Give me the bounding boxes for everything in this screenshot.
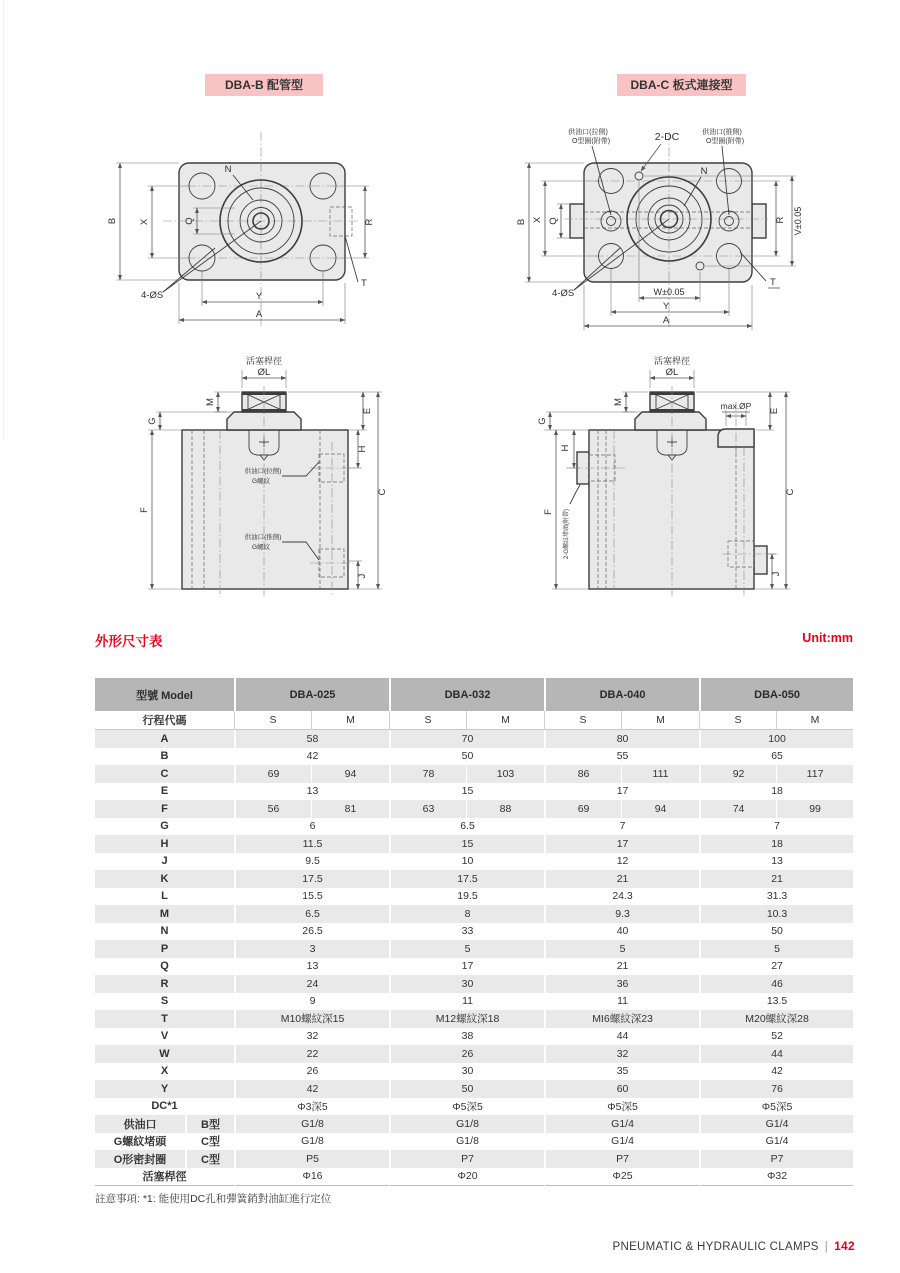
value-cell: 69	[234, 765, 311, 783]
label-oil-port-push: 供油口(推側)	[244, 534, 282, 541]
badge-dba-c: DBA-C 板式連接型	[617, 74, 746, 96]
value-cell: 80	[544, 730, 699, 748]
dimension-table-wrap	[95, 678, 853, 1186]
dimension-table	[95, 678, 853, 1186]
value-cell: 117	[776, 765, 853, 783]
row-label: V	[160, 1030, 169, 1043]
unit-label: Unit:mm	[802, 631, 853, 645]
value-cell: G1/8	[234, 1133, 389, 1151]
value-cell: 103	[466, 765, 544, 783]
value-cell: 94	[621, 800, 699, 818]
table-row	[95, 765, 853, 783]
value-cell: 26	[234, 1063, 389, 1081]
value-cell: 58	[234, 730, 389, 748]
body-plate	[564, 132, 768, 328]
table-row	[95, 835, 853, 853]
value-cell: 32	[544, 1045, 699, 1063]
table-row	[95, 783, 853, 801]
dim-label-E: E	[362, 407, 373, 415]
value-cell: 5	[544, 940, 699, 958]
value-cell: 5	[699, 940, 853, 958]
model-column-header: DBA-050	[699, 678, 853, 711]
cylinder-body	[570, 386, 780, 599]
value-cell: 65	[699, 748, 853, 766]
value-cell: 12	[544, 853, 699, 871]
value-cell: 44	[699, 1045, 853, 1063]
dim-label-G: G	[147, 417, 158, 425]
value-cell: 5	[389, 940, 544, 958]
value-cell: 94	[311, 765, 389, 783]
value-cell: G1/4	[699, 1133, 853, 1151]
value-cell: 36	[544, 975, 699, 993]
value-cell: G1/8	[234, 1115, 389, 1133]
table-row	[95, 748, 853, 766]
value-cell: Φ3深5	[234, 1098, 389, 1116]
dim-label-M: M	[205, 398, 216, 406]
dim-label-B: B	[516, 218, 527, 226]
dim-label-L: ØL	[257, 367, 271, 378]
value-cell: 30	[389, 975, 544, 993]
dim-label-X: X	[532, 216, 543, 224]
value-cell: 42	[234, 1080, 389, 1098]
value-cell: 26.5	[234, 923, 389, 941]
value-cell: M12螺紋深18	[389, 1010, 544, 1028]
row-label: J	[161, 855, 168, 868]
value-cell: 19.5	[389, 888, 544, 906]
table-row	[95, 730, 853, 748]
label-g-thread-push: G螺紋	[251, 544, 271, 551]
value-cell: 26	[389, 1045, 544, 1063]
value-cell: 13.5	[699, 993, 853, 1011]
value-cell: 50	[389, 748, 544, 766]
dim-label-F: F	[543, 509, 554, 515]
value-cell: M20螺紋深28	[699, 1010, 853, 1028]
value-cell: 69	[544, 800, 621, 818]
value-cell: 55	[544, 748, 699, 766]
value-cell: 9	[234, 993, 389, 1011]
label-rod-dia: 活塞桿徑	[653, 356, 691, 366]
dim-label-N: N	[700, 166, 708, 177]
value-cell: 8	[389, 905, 544, 923]
table-row	[95, 1115, 853, 1133]
value-cell: 6	[234, 818, 389, 836]
value-cell: 17	[389, 958, 544, 976]
table-row	[95, 800, 853, 818]
value-cell: 21	[544, 870, 699, 888]
value-cell: 52	[699, 1028, 853, 1046]
dim-label-C: C	[377, 488, 388, 496]
table-row	[95, 1080, 853, 1098]
value-cell: G1/4	[699, 1115, 853, 1133]
table-row	[95, 940, 853, 958]
dim-label-E: E	[769, 407, 780, 415]
table-row	[95, 853, 853, 871]
badge-dba-b: DBA-B 配管型	[205, 74, 323, 96]
value-cell: 6.5	[234, 905, 389, 923]
value-cell: Φ32	[699, 1168, 853, 1187]
table-header-row	[95, 678, 853, 711]
value-cell: 15	[389, 783, 544, 801]
value-cell: 9.3	[544, 905, 699, 923]
table-row	[95, 1010, 853, 1028]
dim-label-T: T	[770, 277, 776, 288]
row-label: C	[95, 765, 234, 783]
dim-label-maxp: max.ØP	[720, 401, 752, 411]
value-cell: 21	[544, 958, 699, 976]
value-cell: G1/4	[544, 1133, 699, 1151]
note-text: 註意事項: *1: 能使用DC孔和彈簧銷對油缸進行定位	[95, 1193, 332, 1205]
value-cell: Φ5深5	[389, 1098, 544, 1116]
value-cell: 78	[389, 765, 466, 783]
value-cell: 6.5	[389, 818, 544, 836]
dim-label-V: V±0.05	[793, 206, 803, 236]
row-label: W	[95, 1045, 234, 1063]
row-label: R	[95, 975, 234, 993]
value-cell: Φ5深5	[544, 1098, 699, 1116]
stroke-code-cell: M	[621, 711, 699, 730]
dim-label-Y: Y	[662, 301, 670, 312]
stroke-code-cell: S	[699, 711, 776, 730]
value-cell: 13	[234, 783, 389, 801]
section-title: 外形尺寸表	[95, 634, 163, 649]
value-cell: 50	[389, 1080, 544, 1098]
value-cell: G1/4	[544, 1115, 699, 1133]
value-cell: 42	[234, 748, 389, 766]
value-cell: 86	[544, 765, 621, 783]
table-row	[95, 993, 853, 1011]
label-g-thread-pull: G螺紋	[251, 478, 271, 485]
label-rod-dia: 活塞桿徑	[245, 356, 283, 366]
value-cell: 44	[544, 1028, 699, 1046]
value-cell: 63	[389, 800, 466, 818]
row-label: B	[160, 750, 169, 763]
table-row	[95, 1098, 853, 1116]
value-cell: 22	[234, 1045, 389, 1063]
value-cell: 10.3	[699, 905, 853, 923]
dim-label-A: A	[255, 309, 263, 320]
value-cell: 13	[234, 958, 389, 976]
row-label: H	[95, 835, 234, 853]
drawing-dba-c-front-view	[500, 120, 895, 352]
value-cell: 27	[699, 958, 853, 976]
row-label: Q	[160, 960, 169, 973]
dim-label-F: F	[139, 507, 150, 513]
model-column-header: DBA-040	[544, 678, 699, 711]
value-cell: M10螺紋深15	[234, 1010, 389, 1028]
value-cell: P7	[389, 1150, 544, 1168]
stroke-code-cell: M	[776, 711, 853, 730]
value-cell: 17	[544, 783, 699, 801]
value-cell: 11.5	[234, 835, 389, 853]
value-cell: Φ25	[544, 1168, 699, 1187]
dim-label-G: G	[537, 417, 548, 425]
value-cell: P7	[699, 1150, 853, 1168]
value-cell: 24	[234, 975, 389, 993]
table-row	[95, 1063, 853, 1081]
table-row	[95, 888, 853, 906]
row-label: T	[95, 1010, 234, 1028]
table-row	[95, 905, 853, 923]
model-header-cell: 型號 Model	[95, 678, 234, 711]
label-oring-right: O型圈(附帶)	[705, 138, 745, 145]
cylinder-body	[182, 386, 354, 599]
dim-label-N: N	[224, 164, 232, 175]
footer-title: PNEUMATIC & HYDRAULIC CLAMPS	[612, 1241, 819, 1253]
value-cell: 38	[389, 1028, 544, 1046]
value-cell: 10	[389, 853, 544, 871]
dim-label-Y: Y	[255, 291, 263, 302]
value-cell: 70	[389, 730, 544, 748]
dim-label-H: H	[560, 444, 571, 452]
drawing-dba-b-side-view	[130, 342, 420, 612]
row-label: N	[160, 925, 169, 938]
table-body	[95, 730, 853, 1186]
label-oring-left: O型圈(附帶)	[571, 138, 611, 145]
value-cell: 3	[234, 940, 389, 958]
model-column-header: DBA-025	[234, 678, 389, 711]
row-label: 供油口	[95, 1115, 185, 1133]
stroke-code-cell: S	[544, 711, 621, 730]
value-cell: 99	[776, 800, 853, 818]
table-row	[95, 1168, 853, 1187]
row-label: X	[160, 1065, 169, 1078]
dim-label-W: W±0.05	[653, 287, 685, 297]
table-row	[95, 1150, 853, 1168]
stroke-code-row	[95, 711, 853, 730]
dim-label-holes: 4-ØS	[552, 288, 575, 299]
label-2dc: 2-DC	[654, 131, 680, 143]
dim-label-J: J	[771, 571, 782, 577]
stroke-label-cell: 行程代碼	[95, 711, 234, 730]
value-cell: 30	[389, 1063, 544, 1081]
dim-label-R: R	[775, 216, 786, 224]
value-cell: 13	[699, 853, 853, 871]
value-cell: 32	[234, 1028, 389, 1046]
value-cell: 88	[466, 800, 544, 818]
value-cell: 56	[234, 800, 311, 818]
drawing-dba-c-side-view	[530, 342, 830, 612]
value-cell: 92	[699, 765, 776, 783]
value-cell: 11	[544, 993, 699, 1011]
value-cell: 18	[699, 835, 853, 853]
dim-label-T: T	[361, 278, 367, 289]
table-row	[95, 1045, 853, 1063]
value-cell: 31.3	[699, 888, 853, 906]
page-footer	[613, 1239, 856, 1253]
drawing-dba-b-front-view	[95, 120, 475, 348]
dim-label-J: J	[357, 573, 368, 579]
value-cell: 24.3	[544, 888, 699, 906]
label-oil-port-push: 供油口(推側)	[702, 129, 742, 136]
table-row	[95, 870, 853, 888]
value-cell: 42	[699, 1063, 853, 1081]
value-cell: 74	[699, 800, 776, 818]
value-cell: 46	[699, 975, 853, 993]
row-label: F	[95, 800, 234, 818]
table-row	[95, 958, 853, 976]
row-label: 活塞桿徑	[95, 1168, 234, 1187]
value-cell: 11	[389, 993, 544, 1011]
row-label: G	[160, 820, 169, 833]
value-cell: 76	[699, 1080, 853, 1098]
value-cell: G1/8	[389, 1115, 544, 1133]
value-cell: 9.5	[234, 853, 389, 871]
row-label: O形密封圈	[95, 1150, 185, 1168]
row-label: Y	[95, 1080, 234, 1098]
value-cell: 7	[544, 818, 699, 836]
row-sublabel: B型	[185, 1115, 234, 1133]
page-edge-line	[3, 0, 4, 440]
row-sublabel: C型	[185, 1133, 234, 1151]
stroke-code-cell: S	[234, 711, 311, 730]
value-cell: Φ5深5	[699, 1098, 853, 1116]
row-label: E	[160, 785, 169, 798]
dim-label-C: C	[785, 488, 796, 496]
table-row	[95, 975, 853, 993]
row-sublabel: C型	[185, 1150, 234, 1168]
value-cell: MI6螺紋深23	[544, 1010, 699, 1028]
row-label: P	[95, 940, 234, 958]
row-label: S	[160, 995, 169, 1008]
table-row	[95, 818, 853, 836]
value-cell: 7	[699, 818, 853, 836]
value-cell: 17	[544, 835, 699, 853]
row-label: L	[161, 890, 168, 903]
dim-label-M: M	[613, 398, 624, 406]
value-cell: Φ16	[234, 1168, 389, 1187]
row-label: M	[95, 905, 234, 923]
value-cell: 50	[699, 923, 853, 941]
stroke-code-cell: M	[311, 711, 389, 730]
value-cell: 60	[544, 1080, 699, 1098]
label-oil-port-pull: 供油口(拉側)	[568, 129, 608, 136]
table-row	[95, 1028, 853, 1046]
table-row	[95, 923, 853, 941]
label-plug: 2-G螺紋堵頭(附帶)	[564, 509, 570, 559]
dim-label-L: ØL	[665, 367, 679, 378]
row-label: G螺紋堵頭	[113, 1136, 167, 1149]
dim-label-R: R	[364, 218, 375, 226]
value-cell: 35	[544, 1063, 699, 1081]
footer-separator: |	[824, 1241, 829, 1253]
dim-label-B: B	[107, 217, 118, 225]
value-cell: P7	[544, 1150, 699, 1168]
value-cell: 81	[311, 800, 389, 818]
value-cell: 33	[389, 923, 544, 941]
dim-label-Q: Q	[548, 217, 559, 225]
dim-label-X: X	[139, 218, 150, 226]
stroke-code-cell: S	[389, 711, 466, 730]
value-cell: 15	[389, 835, 544, 853]
value-cell: G1/8	[389, 1133, 544, 1151]
dim-label-Q: Q	[184, 217, 195, 225]
value-cell: Φ20	[389, 1168, 544, 1187]
value-cell: 100	[699, 730, 853, 748]
model-column-header: DBA-032	[389, 678, 544, 711]
row-label: DC*1	[151, 1100, 178, 1113]
value-cell: 17.5	[389, 870, 544, 888]
value-cell: 111	[621, 765, 699, 783]
table-row	[95, 1133, 853, 1151]
value-cell: P5	[234, 1150, 389, 1168]
row-label: K	[95, 870, 234, 888]
page-number: 142	[834, 1239, 855, 1253]
value-cell: 40	[544, 923, 699, 941]
value-cell: 15.5	[234, 888, 389, 906]
dim-label-H: H	[357, 445, 368, 453]
value-cell: 21	[699, 870, 853, 888]
stroke-code-cell: M	[466, 711, 544, 730]
row-label: A	[95, 730, 234, 748]
dim-label-holes: 4-ØS	[141, 290, 164, 301]
dim-label-A: A	[662, 315, 670, 326]
value-cell: 18	[699, 783, 853, 801]
label-oil-port-pull: 供油口(拉側)	[244, 468, 282, 475]
value-cell: 17.5	[234, 870, 389, 888]
